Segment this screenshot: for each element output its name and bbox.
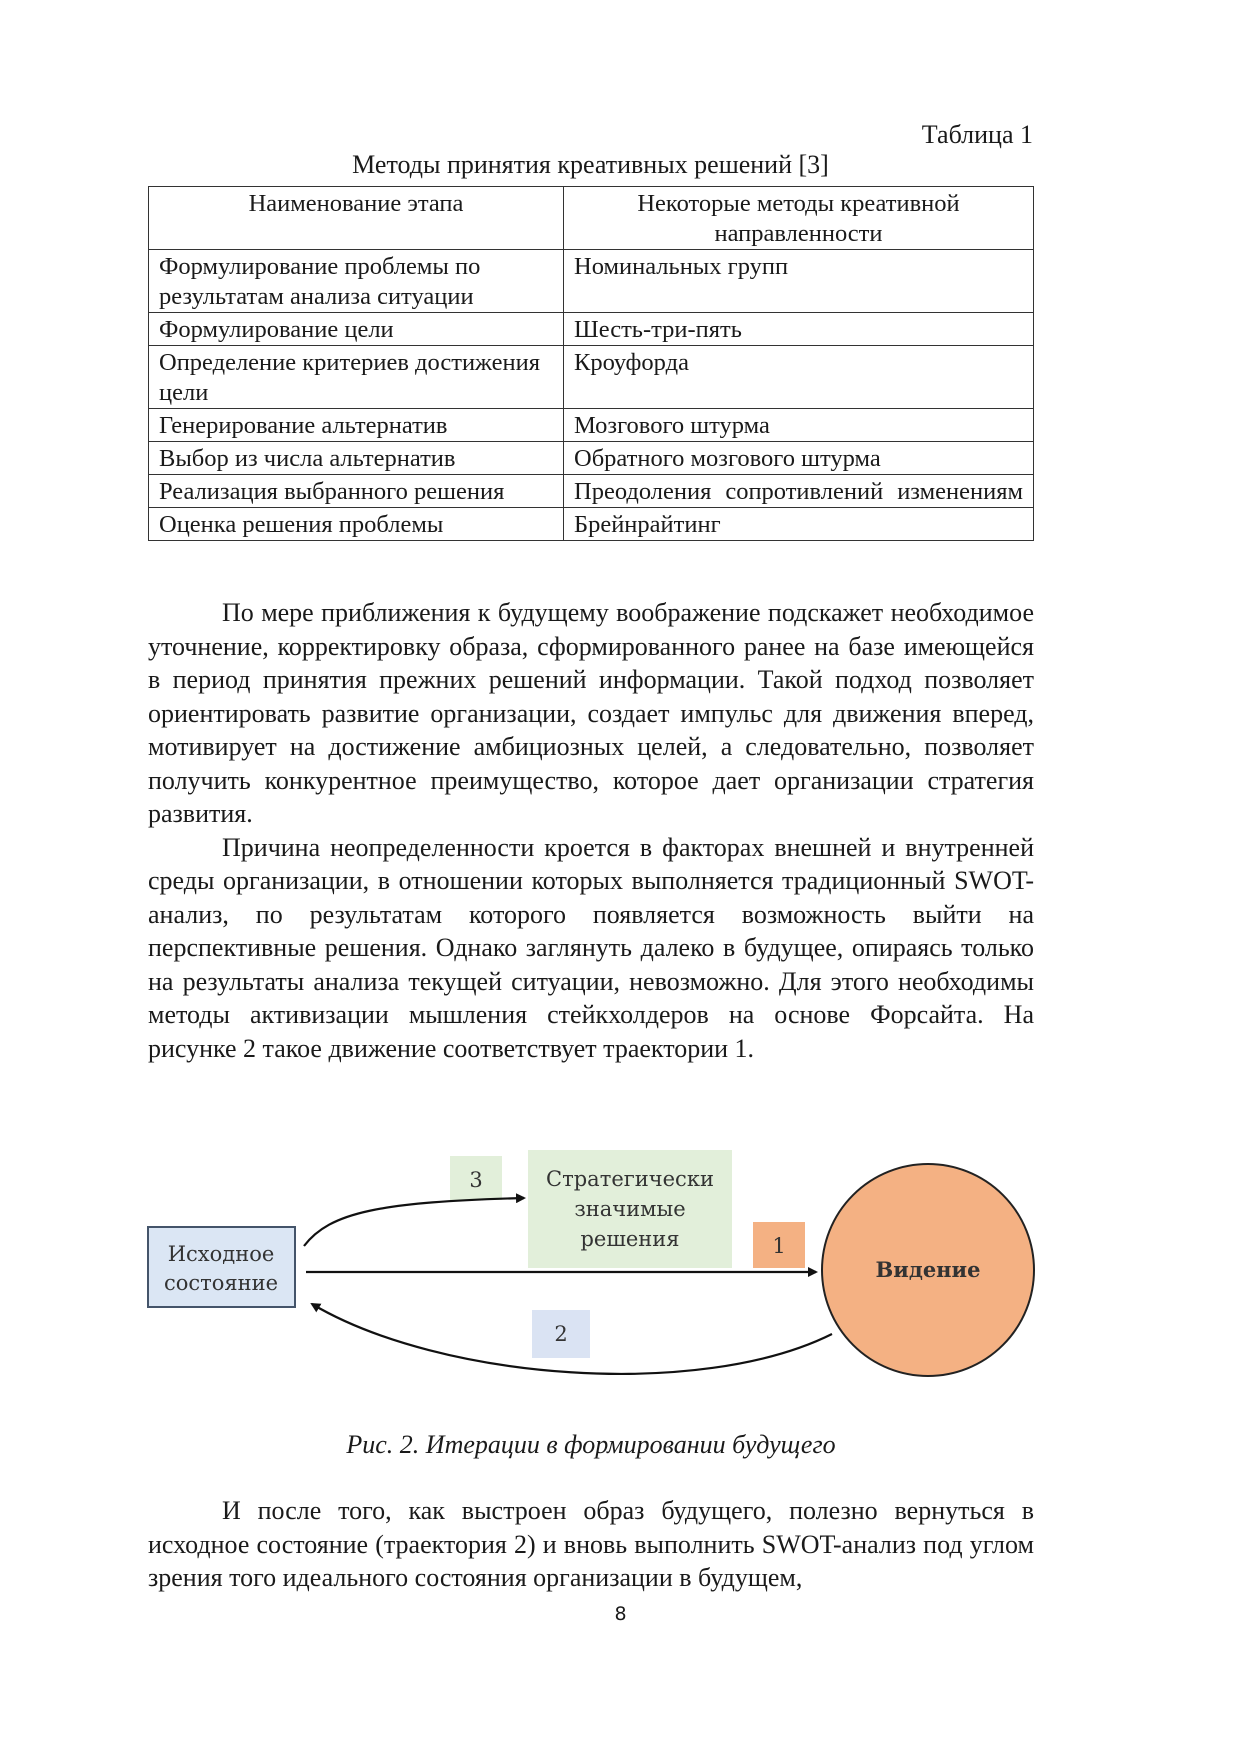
page-number: 8	[614, 1603, 627, 1625]
strategic-decisions-line: значимые	[574, 1197, 686, 1221]
stage-cell: Формулирование цели	[149, 313, 564, 346]
table-row	[149, 250, 1034, 313]
label-1: 1	[772, 1234, 786, 1258]
table-row	[149, 508, 1034, 541]
paragraph: И после того, как выстроен образ будущего, полезно вернуться в исходное состояние (траектория 2) и вновь выполнить SWOT-анализ под углом зрения того идеального состояния организации в будущем,	[148, 1496, 1034, 1592]
method-cell: Брейнрайтинг	[564, 508, 1034, 541]
label-3: 3	[469, 1168, 483, 1192]
table-row	[149, 313, 1034, 346]
stage-cell: Определение критериев достижения цели	[149, 346, 564, 409]
initial-state-line: состояние	[163, 1271, 279, 1295]
method-cell: Кроуфорда	[564, 346, 1034, 409]
trajectory-3-arrow	[304, 1198, 524, 1246]
stage-cell: Выбор из числа альтернатив	[149, 442, 564, 475]
label-2: 2	[554, 1322, 568, 1346]
diagram-canvas	[140, 1150, 1060, 1410]
vision-label: Видение	[875, 1257, 981, 1282]
figure-caption: Рис. 2. Итерации в формировании будущего	[346, 1430, 836, 1459]
stage-cell: Реализация выбранного решения	[149, 475, 564, 508]
initial-state-box	[148, 1227, 295, 1307]
method-cell: Мозгового штурма	[564, 409, 1034, 442]
methods-table	[148, 186, 1034, 541]
strategic-decisions-line: решения	[580, 1227, 680, 1251]
iterations-diagram	[140, 1150, 1060, 1410]
header-stage: Наименование этапа	[149, 187, 564, 250]
table-row	[149, 442, 1034, 475]
method-cell: Преодоления сопротивлений изменениям	[564, 475, 1034, 508]
table-title: Методы принятия креативных решений [3]	[352, 150, 829, 179]
closing-text	[148, 1494, 1034, 1595]
table-row	[149, 409, 1034, 442]
stage-cell: Оценка решения проблемы	[149, 508, 564, 541]
method-cell: Шесть-три-пять	[564, 313, 1034, 346]
body-text	[148, 596, 1034, 1065]
table-row	[149, 475, 1034, 508]
stage-cell: Генерирование альтернатив	[149, 409, 564, 442]
header-methods: Некоторые методы креативной направленности	[564, 187, 1034, 250]
method-cell: Номинальных групп	[564, 250, 1034, 313]
paragraph: По мере приближения к будущему воображение подскажет необходимое уточнение, корректировку образа, сформированного ранее на базе имеющейся в период принятия прежних решений информации. Такой подход позволяет ориентировать развитие организации, создает импульс для движения вперед, мотивирует на достижение амбициозных целей, а следовательно, позволяет получить конкурентное преимущество, которое дает организации стратегия развития.	[148, 598, 1034, 828]
initial-state-line: Исходное	[167, 1242, 275, 1266]
paragraph: Причина неопределенности кроется в факторах внешней и внутренней среды организации, в отношении которых выполняется традиционный SWOT-анализ, по результатам которого появляется возможность выйти на перспективные решения. Однако заглянуть далеко в будущее, опираясь только на результаты анализа текущей ситуации, невозможно. Для этого необходимы методы активизации мышления стейкхолдеров на основе Форсайта. На рисунке 2 такое движение соответствует траектории 1.	[148, 832, 1034, 1063]
table-label: Таблица 1	[921, 120, 1033, 149]
table-row	[149, 346, 1034, 409]
stage-cell: Формулирование проблемы по результатам анализа ситуации	[149, 250, 564, 313]
table-header-row	[149, 187, 1034, 250]
strategic-decisions-line: Стратегически	[546, 1167, 714, 1191]
method-cell: Обратного мозгового штурма	[564, 442, 1034, 475]
